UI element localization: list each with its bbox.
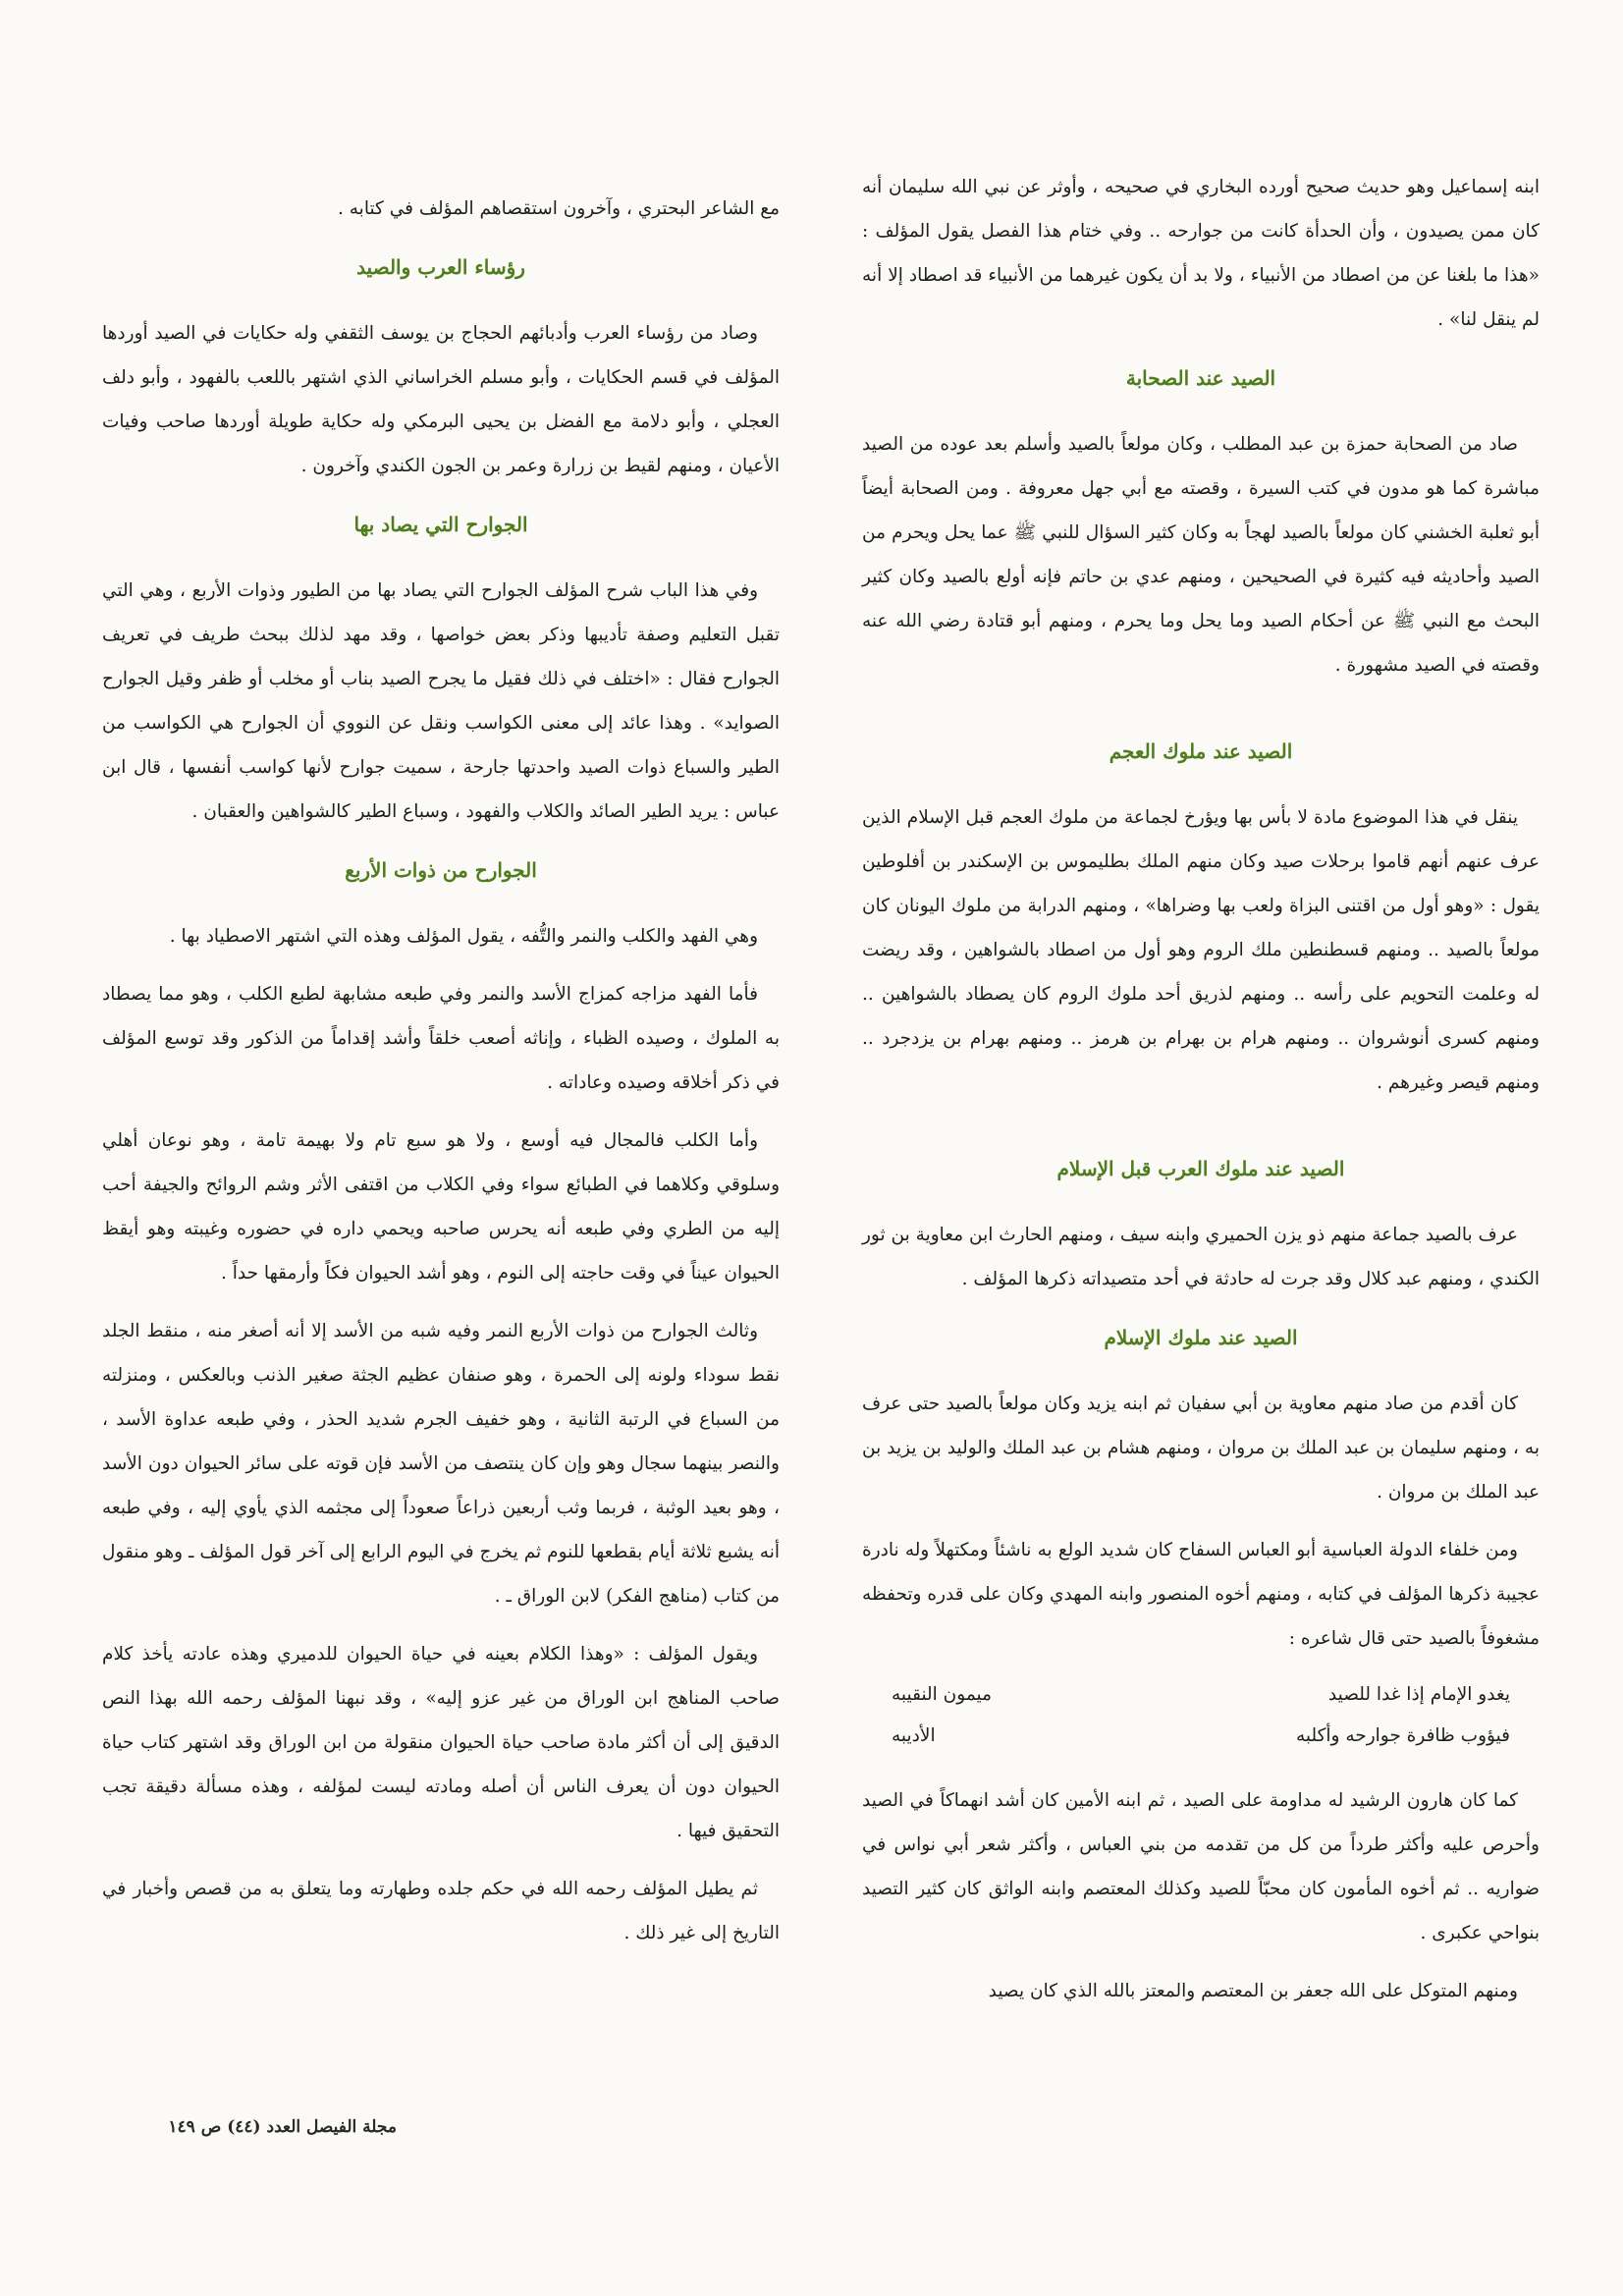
poem-hemistich: فيؤوب ظافرة جوارحه وأكلبه xyxy=(1295,1725,1510,1746)
paragraph: ومنهم المتوكل على الله جعفر بن المعتصم والمعتز بالله الذي كان يصيد xyxy=(988,1981,1518,2001)
section-heading-jawarih: الجوارح التي يصاد بها xyxy=(353,513,528,536)
section-heading-ajam: الصيد عند ملوك العجم xyxy=(1109,739,1293,763)
right-column xyxy=(862,165,1540,2027)
poem-hemistich: ميمون النقيبه xyxy=(892,1684,993,1705)
section-heading-arba: الجوارح من ذوات الأربع xyxy=(345,858,537,882)
paragraph: فأما الفهد مزاجه كمزاج الأسد والنمر وفي طبعه مشابهة لطبع الكلب ، وهو مما يصطاد به الملوك ، وصيده الظباء ، وإناثه أصعب خلقاً وأشد إقداماً من الذكور وقد توسع المؤلف في ذكر أخلاقه وصيده وعاداته . xyxy=(102,984,780,1093)
poem-verse xyxy=(862,1716,1540,1757)
section-heading-arab: الصيد عند ملوك العرب قبل الإسلام xyxy=(1056,1157,1345,1180)
section-heading-islam: الصيد عند ملوك الإسلام xyxy=(1104,1326,1298,1349)
paragraph: صاد من الصحابة حمزة بن عبد المطلب ، وكان مولعاً بالصيد وأسلم بعد عوده من الصيد مباشرة كما هو مدون في كتب السيرة ، وقصته مع أبي جهل معروفة . ومن الصحابة أيضاً أبو ثعلبة الخشني كان مولعاً بالصيد لهجاً به وكان كثير السؤال للنبي ﷺ عما يحل ويحرم من الصيد وأحاديثه فيه كثيرة في الصحيحين ، ومنهم عدي بن حاتم فإنه أولع بالصيد وكان كثير البحث مع النبي ﷺ عن أحكام الصيد وما يحل وما يحرم ، ومنهم أبو قتادة رضي الله عنه وقصته في الصيد مشهورة . xyxy=(862,434,1540,676)
paragraph: وهي الفهد والكلب والنمر والتُّفه ، يقول المؤلف وهذه التي اشتهر الاصطياد بها . xyxy=(169,926,758,947)
paragraph: كان أقدم من صاد منهم معاوية بن أبي سفيان ثم ابنه يزيد وكان مولعاً بالصيد حتى عرف به ، ومنهم سليمان بن عبد الملك بن مروان ، ومنهم هشام بن عبد الملك والوليد بن يزيد بن عبد الملك بن مروان . xyxy=(862,1394,1540,1503)
paragraph: عرف بالصيد جماعة منهم ذو يزن الحميري وابنه سيف ، ومنهم الحارث ابن معاوية بن ثور الكندي ، ومنهم عبد كلال وقد جرت له حادثة في أحد متصيداته ذكرها المؤلف . xyxy=(862,1225,1540,1289)
poem xyxy=(862,1674,1540,1757)
paragraph: ثم يطيل المؤلف رحمه الله في حكم جلده وطهارته وما يتعلق به من قصص وأخبار في التاريخ إلى غير ذلك . xyxy=(102,1879,780,1943)
paragraph: ويقول المؤلف : «وهذا الكلام بعينه في حياة الحيوان للدميري وهذه عادته يأخذ كلام صاحب المناهج ابن الوراق من غير عزو إليه» ، وقد نبهنا المؤلف رحمه الله بهذا النص الدقيق إلى أن أكثر مادة صاحب حياة الحيوان منقولة من ابن الوراق وقد اشتهر كتاب حياة الحيوان دون أن يعرف الناس أن أصله ومادته ليست لمؤلفه ، وهذه مسألة دقيقة تجب التحقيق فيها . xyxy=(102,1644,780,1841)
paragraph: مع الشاعر البحتري ، وآخرون استقصاهم المؤلف في كتابه . xyxy=(337,198,780,219)
paragraph: وفي هذا الباب شرح المؤلف الجوارح التي يصاد بها من الطيور وذوات الأربع ، وهي التي تقبل التعليم وصفة تأديبها وذكر بعض خواصها ، وقد مهد لذلك ببحث طريف في تعريف الجوارح فقال : «اختلف في ذلك فقيل ما يجرح الصيد بناب أو مخلب أو ظفر وقيل الجوارح الصوايد» . وهذا عائد إلى معنى الكواسب ونقل عن النووي أن الجوارح هي الكواسب من الطير والسباع ذوات الصيد واحدتها جارحة ، سميت جوارح لأنها كواسب أنفسها ، قال ابن عباس : يريد الطير الصائد والكلاب والفهود ، وسباع الطير كالشواهين والعقبان . xyxy=(102,580,780,822)
paragraph: وصاد من رؤساء العرب وأدبائهم الحجاج بن يوسف الثقفي وله حكايات في الصيد أوردها المؤلف في قسم الحكايات ، وأبو مسلم الخراساني الذي اشتهر باللعب بالفهود ، وأبو دلف العجلي ، وأبو دلامة مع الفضل بن يحيى البرمكي وله حكاية طويلة أوردها صاحب وفيات الأعيان ، ومنهم لقيط بن زرارة وعمر بن الجون الكندي وآخرون . xyxy=(102,323,780,476)
paragraph: كما كان هارون الرشيد له مداومة على الصيد ، ثم ابنه الأمين كان أشد انهماكاً في الصيد وأحرص عليه وأكثر طرداً من كل من تقدمه من بني العباس ، وأكثر شعر أبي نواس في ضواريه .. ثم أخوه المأمون كان محبّاً للصيد وكذلك المعتصم وابنه الواثق كان كثير التصيد بنواحي عكبرى . xyxy=(862,1790,1540,1943)
paragraph: ينقل في هذا الموضوع مادة لا بأس بها ويؤرخ لجماعة من ملوك العجم قبل الإسلام الذين عرف عنهم أنهم قاموا برحلات صيد وكان منهم الملك بطليموس بن الإسكندر بن أفلوطين يقول : «وهو أول من اقتنى البزاة ولعب بها وضراها» ، ومنهم الدرابة من ملوك اليونان كان مولعاً بالصيد .. ومنهم قسطنطين ملك الروم وهو أول من اصطاد بالشواهين ، وقد ريضت له وعلمت التحويم على رأسه .. ومنهم لذريق أحد ملوك الروم كان يصطاد بالشواهين .. ومنهم كسرى أنوشروان .. ومنهم هرام بن بهرام بن هرمز .. ومنهم بهرام بن يزدجرد .. ومنهم قيصر وغيرهم . xyxy=(862,807,1540,1093)
paragraph: ومن خلفاء الدولة العباسية أبو العباس السفاح كان شديد الولع به ناشئاً ومكتهلاً وله نادرة عجيبة ذكرها المؤلف في كتابه ، ومنهم أخوه المنصور وابنه المهدي وكان على قدره وتحفظه مشغوفاً بالصيد حتى قال شاعره : xyxy=(862,1540,1540,1649)
paragraph: وأما الكلب فالمجال فيه أوسع ، ولا هو سبع تام ولا بهيمة تامة ، وهو نوعان أهلي وسلوقي وكلاهما في الطبائع سواء وفي الكلاب من اقتفى الأثر وشم الروائح والجيفة أحب إليه من الطري وفي طبعه أنه يحرس صاحبه ويحمي داره في حضوره وغيبته وهو أيقظ الحيوان عيناً في وقت حاجته إلى النوم ، وهو أشد الحيوان فكاً وأرمقها حداً . xyxy=(102,1130,780,1284)
section-heading-ruasa: رؤساء العرب والصيد xyxy=(356,255,525,279)
poem-hemistich: يغدو الإمام إذا غدا للصيد xyxy=(1327,1684,1510,1705)
poem-verse xyxy=(862,1674,1540,1716)
poem-hemistich: الأديبه xyxy=(892,1725,936,1746)
section-heading-sahaba: الصيد عند الصحابة xyxy=(1125,366,1276,390)
page-footer: مجلة الفيصل العدد (٤٤) ص ١٤٩ xyxy=(168,2117,397,2137)
paragraph: ابنه إسماعيل وهو حديث صحيح أورده البخاري في صحيحه ، وأوثر عن نبي الله سليمان أنه كان ممن يصيدون ، وأن الحدأة كانت من جوارحه .. وفي ختام هذا الفصل يقول المؤلف : «هذا ما بلغنا عن من اصطاد من الأنبياء ، ولا بد أن يكون غيرهما من الأنبياء قد اصطاد إلا أنه لم ينقل لنا» . xyxy=(862,177,1540,330)
paragraph: وثالث الجوارح من ذوات الأربع النمر وفيه شبه من الأسد إلا أنه أصغر منه ، منقط الجلد نقط سوداء ولونه إلى الحمرة ، وهو صنفان عظيم الجثة صغير الذنب وبالعكس ، ومنزلته من السباع في الرتبة الثانية ، وهو خفيف الجرم شديد الحذر ، وفي طبعه عداوة الأسد ، والنصر بينهما سجال وهو وإن كان ينتصف من الأسد فإن قوته على سائر الحيوان دون الأسد ، وهو بعيد الوثبة ، فربما وثب أربعين ذراعاً صعوداً إلى مجثمه الذي يأوي إليه ، وفي طبعه أنه يشبع ثلاثة أيام بقطعها للنوم ثم يخرج في اليوم الرابع إلى آخر قول المؤلف ـ وهو منقول من كتاب (مناهج الفكر) لابن الوراق ـ . xyxy=(102,1321,780,1607)
left-column xyxy=(102,187,780,1969)
